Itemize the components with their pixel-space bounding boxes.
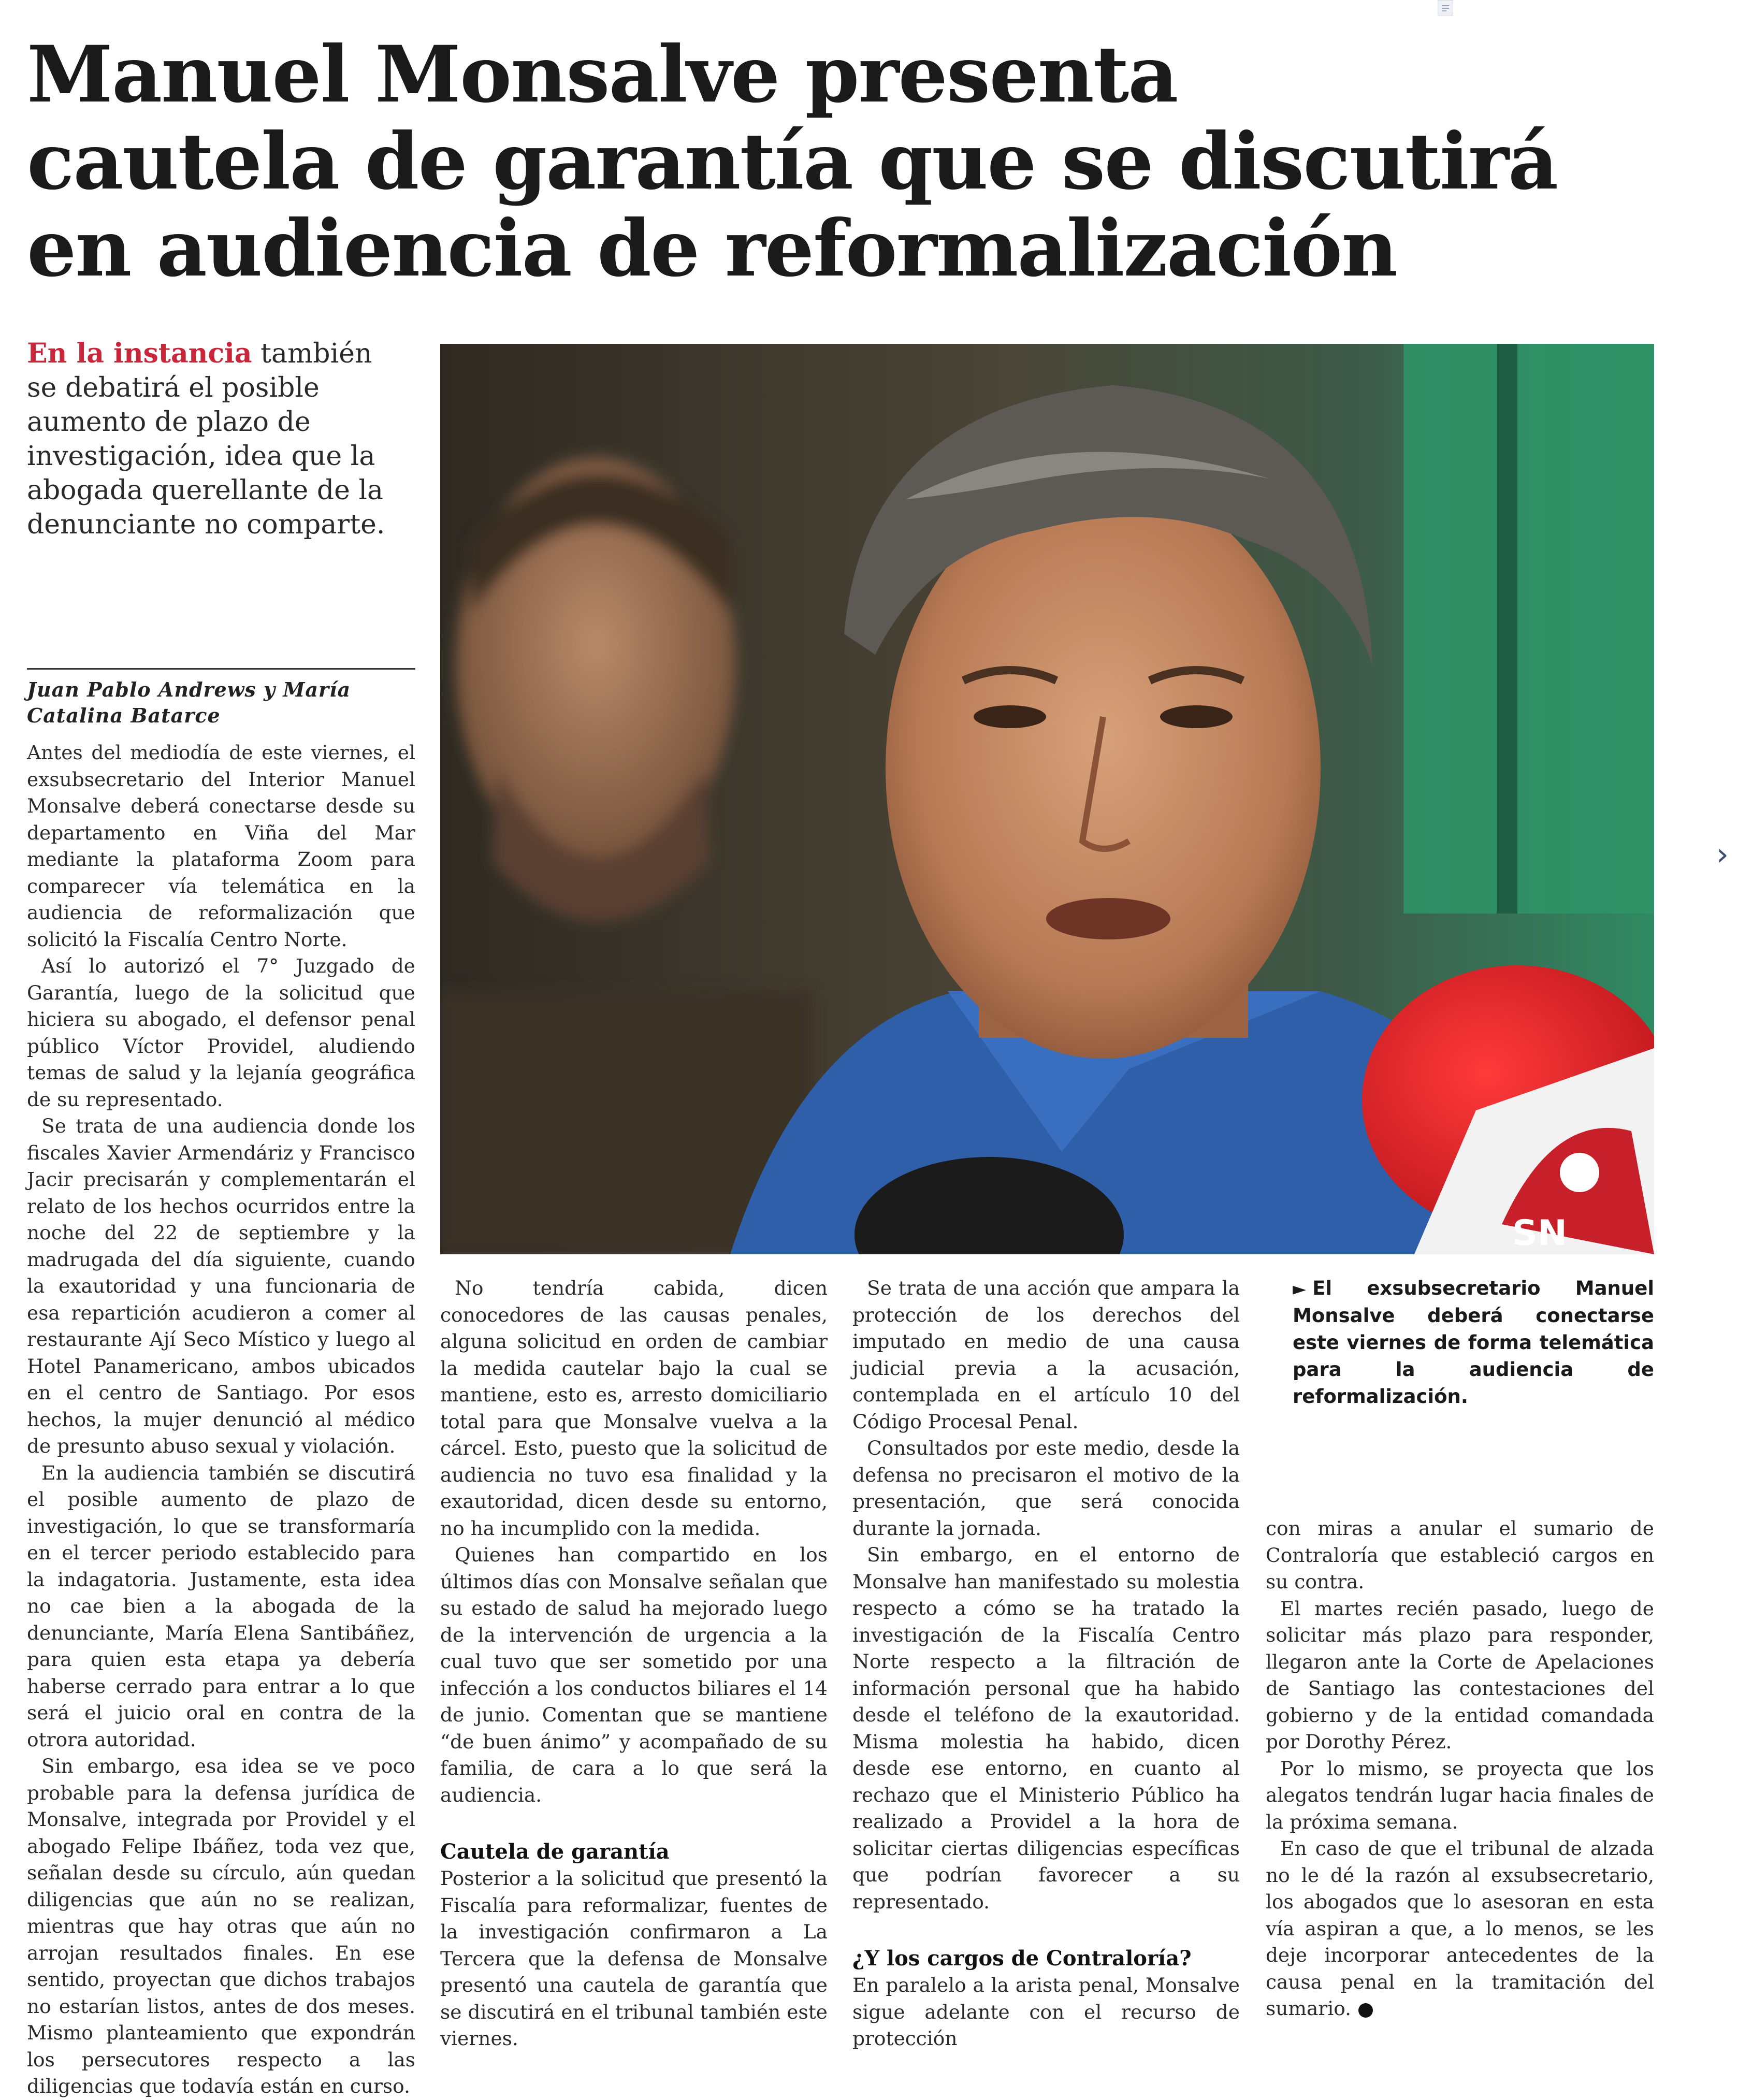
headline-line: cautela de garantía que se discutirá — [27, 116, 1558, 207]
headline — [27, 29, 1558, 294]
page-tool-icon[interactable] — [1438, 0, 1453, 16]
body-paragraph: No tendría cabida, dicen conocedores de las causas penales, alguna solicitud en orden de cambiar la medida cautelar bajo la cual se mantiene, esto es, arresto domiciliario total para que Monsalve vuelva a la cárcel. Esto, puesto que la solicitud de audiencia no tuvo esa finalidad y la exautoridad, dicen desde su entorno, no ha incumplido con la medida. — [440, 1277, 828, 1540]
body-paragraph: Antes del mediodía de este viernes, el exsubsecretario del Interior Manuel Monsalve deberá conectarse desde su departamento en Viña del Mar mediante la plataforma Zoom para comparecer vía telemática en la audiencia de reformalización que solicitó la Fiscalía Centro Norte. — [27, 741, 415, 951]
end-of-article-icon — [1358, 2003, 1373, 2018]
main-person-face — [886, 479, 1321, 1059]
lead-text: también se debatirá el posible aumento de plazo de investigación, idea que la abogada querellante de la denunciante no comparte. — [27, 338, 385, 540]
body-paragraph: Se trata de una audiencia donde los fiscales Xavier Armendáriz y Francisco Jacir precisarán y complementarán el relato de los hechos ocurridos entre la noche del 22 de septiembre y la madrugada del día siguiente, cuando la exautoridad y una funcionaria de esa repartición acudieron a comer al restaurante Ají Seco Místico y luego al Hotel Panamericano, ambos ubicados en el centro de Santiago. Por esos hechos, la mujer denunció al médico de presunto abuso sexual y violación. — [27, 1114, 415, 1457]
body-paragraph: El martes recién pasado, luego de solicitar más plazo para responder, llegaron ante la Corte de Apelaciones de Santiago las contestaciones del gobierno y de la entidad comandada por Dorothy Pérez. — [1266, 1597, 1654, 1753]
subheading-cautela: Cautela de garantía — [440, 1840, 670, 1864]
final-paragraph-text: En caso de que el tribunal de alzada no le dé la razón al exsubsecretario, los abogados que lo asesoran en esta vía aspiran a que, a lo menos, se les deje incorporar antecedentes de la causa penal en la tramitación del sumario. — [1266, 1837, 1654, 2020]
byline: Juan Pablo Andrews y María Catalina Batarce — [27, 668, 415, 729]
body-column-3 — [852, 1275, 1240, 2052]
body-paragraph: Por lo mismo, se proyecta que los alegatos tendrán lugar hacia finales de la próxima semana. — [1266, 1757, 1654, 1833]
body-paragraph: Sin embargo, esa idea se ve poco probable para la defensa jurídica de Monsalve, integrada por Providel y el abogado Felipe Ibáñez, toda vez que, señalan desde su círculo, aún quedan diligencias que aún no se realizan, mientras que hay otras que aún no arrojan resultados finales. En ese sentido, proyectan que dichos trabajos no estarían listos, antes de dos meses. Mismo planteamiento que expondrán los persecutores respecto a las diligencias que todavía están en curso. — [27, 1755, 415, 2097]
body-paragraph: Así lo autorizó el 7° Juzgado de Garantía, luego de la solicitud que hiciera su abogado, el defensor penal público Víctor Providel, aludiendo temas de salud y la lejanía geográfica de su representado. — [27, 954, 415, 1111]
next-page-chevron-icon[interactable]: › — [1716, 836, 1729, 873]
photo-caption — [1293, 1275, 1654, 1410]
body-column-4 — [1266, 1515, 1654, 2022]
body-paragraph — [1266, 1835, 1654, 2022]
body-paragraph: Quienes han compartido en los últimos días con Monsalve señalan que su estado de salud ha mejorado luego de la intervención de urgencia a la cual tuvo que ser sometido por una infección a los conductos biliares el 14 de junio. Comentan que se mantiene “de buen ánimo” y acompañado de su familia, de cara a lo que será la audiencia. — [440, 1543, 828, 1806]
body-paragraph: En paralelo a la arista penal, Monsalve sigue adelante con el recurso de protección — [852, 1974, 1240, 2050]
body-paragraph: con miras a anular el sumario de Contraloría que estableció cargos en su contra. — [1266, 1517, 1654, 1593]
body-column-2 — [440, 1275, 828, 2052]
body-paragraph: En la audiencia también se discutirá el posible aumento de plazo de investigación, lo que se transformaría en el tercer periodo establecido para la indagatoria. Justamente, esta idea no cae bien a la abogada de la denunciante, María Elena Santibáñez, para quien esta etapa ya debería haberse cerrado para entrar a lo que será el juicio oral en contra de la otrora autoridad. — [27, 1461, 415, 1751]
body-paragraph: Se trata de una acción que ampara la protección de los derechos del imputado en medio de una causa judicial previa a la acusación, contemplada en el artículo 10 del Código Procesal Penal. — [852, 1277, 1240, 1433]
headline-line: en audiencia de reformalización — [27, 203, 1397, 294]
lead-highlight: En la instancia — [27, 338, 252, 369]
article-photo — [440, 344, 1654, 1254]
body-paragraph: Posterior a la solicitud que presentó la Fiscalía para reformalizar, fuentes de la investigación confirmaron a La Tercera que la defensa de Monsalve presentó una cautela de garantía que se discutirá en el tribunal también este viernes. — [440, 1867, 828, 2050]
microphone-lettering: SN — [1512, 1213, 1567, 1254]
headline-line: Manuel Monsalve presenta — [27, 29, 1178, 120]
body-paragraph: Sin embargo, en el entorno de Monsalve han manifestado su molestia respecto a cómo se ha tratado la investigación de la Fiscalía Centro Norte respecto a la filtración de información personal que ha habido desde el teléfono de la exautoridad. Misma molestia ha habido, dicen desde ese entorno, en cuanto al rechazo que el Ministerio Público ha realizado a Providel a la hora de solicitar ciertas diligencias específicas que podrían favorecer a su representado. — [852, 1543, 1240, 1913]
subheading-contraloria: ¿Y los cargos de Contraloría? — [852, 1946, 1192, 1971]
caption-text: El exsubsecretario Manuel Monsalve deberá conectarse este viernes de forma telemática para la audiencia de reformalización. — [1293, 1277, 1654, 1408]
caption-arrow-icon: ► — [1293, 1279, 1307, 1299]
photo-illustration — [440, 344, 1654, 1254]
body-paragraph: Consultados por este medio, desde la defensa no precisaron el motivo de la presentación, que será conocida durante la jornada. — [852, 1437, 1240, 1540]
body-column-1 — [27, 740, 415, 2100]
lead-paragraph — [27, 337, 400, 542]
